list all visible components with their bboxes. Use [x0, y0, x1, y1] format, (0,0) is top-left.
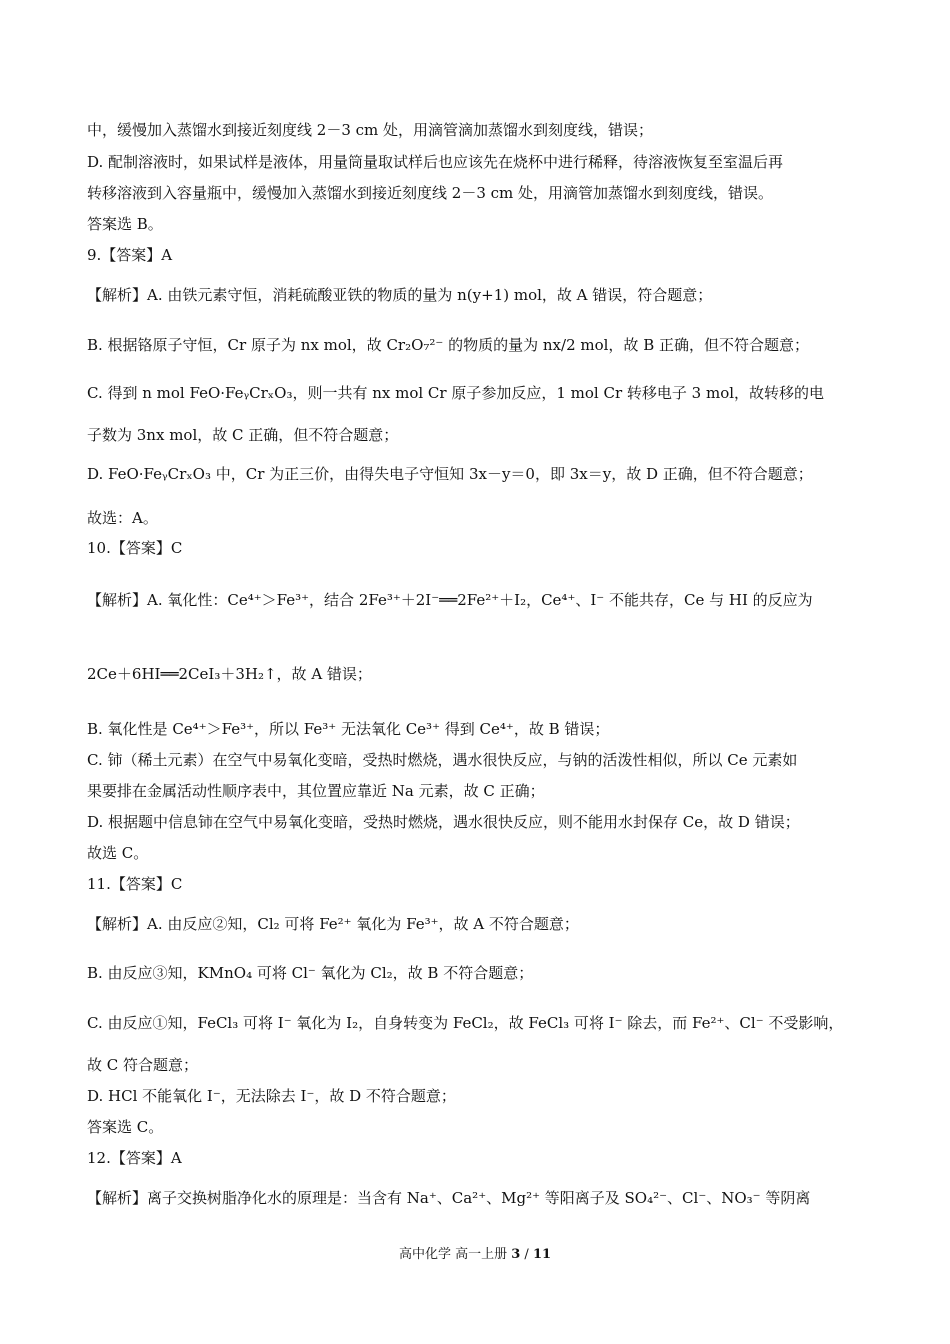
- text-line: 【解析】A. 氧化性：Ce⁴⁺＞Fe³⁺，结合 2Fe³⁺＋2I⁻══2Fe²⁺＋I₂，Ce⁴⁺、I⁻ 不能共存，Ce 与 HI 的反应为: [87, 591, 813, 609]
- text-line: 转移溶液到入容量瓶中，缓慢加入蒸馏水到接近刻度线 2－3 cm 处，用滴管加蒸馏水到刻度线，错误。: [87, 184, 774, 202]
- text-line: D. 配制溶液时，如果试样是液体，用量筒量取试样后也应该先在烧杯中进行稀释，待溶液恢复至室温后再: [87, 153, 784, 171]
- question-heading: 12.【答案】A: [87, 1149, 182, 1167]
- question-heading: 11.【答案】C: [87, 875, 183, 893]
- text-line: 答案选 B。: [87, 215, 163, 233]
- text-line: 故选 C。: [87, 844, 149, 862]
- equation-line: 2Ce＋6HI══2CeI₃＋3H₂↑，故 A 错误；: [87, 665, 372, 683]
- text-line: 答案选 C。: [87, 1118, 164, 1136]
- text-line: C. 得到 n mol FeO·FeᵧCrₓO₃，则一共有 nx mol Cr 原子参加反应，1 mol Cr 转移电子 3 mol，故转移的电: [87, 384, 825, 402]
- text-line: B. 根据铬原子守恒，Cr 原子为 nx mol，故 Cr₂O₇²⁻ 的物质的量为 nx/2 mol，故 B 正确，但不符合题意；: [87, 336, 809, 354]
- text-line: B. 由反应③知，KMnO₄ 可将 Cl⁻ 氧化为 Cl₂，故 B 不符合题意；: [87, 964, 534, 982]
- text-line: B. 氧化性是 Ce⁴⁺＞Fe³⁺，所以 Fe³⁺ 无法氧化 Ce³⁺ 得到 Ce⁴⁺，故 B 错误；: [87, 720, 610, 738]
- text-line: 故 C 符合题意；: [87, 1056, 199, 1074]
- text-line: 【解析】离子交换树脂净化水的原理是：当含有 Na⁺、Ca²⁺、Mg²⁺ 等阳离子及 SO₄²⁻、Cl⁻、NO₃⁻ 等阴离: [87, 1189, 811, 1207]
- text-line: 故选：A。: [87, 509, 158, 527]
- text-line: D. 根据题中信息铈在空气中易氧化变暗，受热时燃烧，遇水很快反应，则不能用水封保存 Ce，故 D 错误；: [87, 813, 800, 831]
- text-line: D. FeO·FeᵧCrₓO₃ 中，Cr 为正三价，由得失电子守恒知 3x－y＝0，即 3x＝y，故 D 正确，但不符合题意；: [87, 465, 813, 483]
- footer-label: 高中化学 高一上册: [398, 1247, 512, 1262]
- text-line: C. 由反应①知，FeCl₃ 可将 I⁻ 氧化为 I₂，自身转变为 FeCl₂，故 FeCl₃ 可将 I⁻ 除去，而 Fe²⁺、Cl⁻ 不受影响，: [87, 1014, 844, 1032]
- question-heading: 10.【答案】C: [87, 539, 183, 557]
- text-line: D. HCl 不能氧化 I⁻，无法除去 I⁻，故 D 不符合题意；: [87, 1087, 456, 1105]
- text-line: 【解析】A. 由反应②知，Cl₂ 可将 Fe²⁺ 氧化为 Fe³⁺，故 A 不符合题意；: [87, 915, 579, 933]
- page-total: 11: [532, 1247, 552, 1262]
- question-heading: 9.【答案】A: [87, 246, 173, 264]
- page-footer: [0, 1246, 950, 1264]
- page-number: 3: [511, 1247, 521, 1262]
- text-line: C. 铈（稀土元素）在空气中易氧化变暗，受热时燃烧，遇水很快反应，与钠的活泼性相似，所以 Ce 元素如: [87, 751, 798, 769]
- text-line: 果要排在金属活动性顺序表中，其位置应靠近 Na 元素，故 C 正确；: [87, 782, 545, 800]
- text-line: 【解析】A. 由铁元素守恒，消耗硫酸亚铁的物质的量为 n(y+1) mol，故 A 错误，符合题意；: [87, 286, 713, 304]
- page-separator: /: [520, 1247, 533, 1262]
- text-line: 子数为 3nx mol，故 C 正确，但不符合题意；: [87, 426, 399, 444]
- text-line: 中，缓慢加入蒸馏水到接近刻度线 2－3 cm 处，用滴管滴加蒸馏水到刻度线，错误；: [87, 121, 654, 139]
